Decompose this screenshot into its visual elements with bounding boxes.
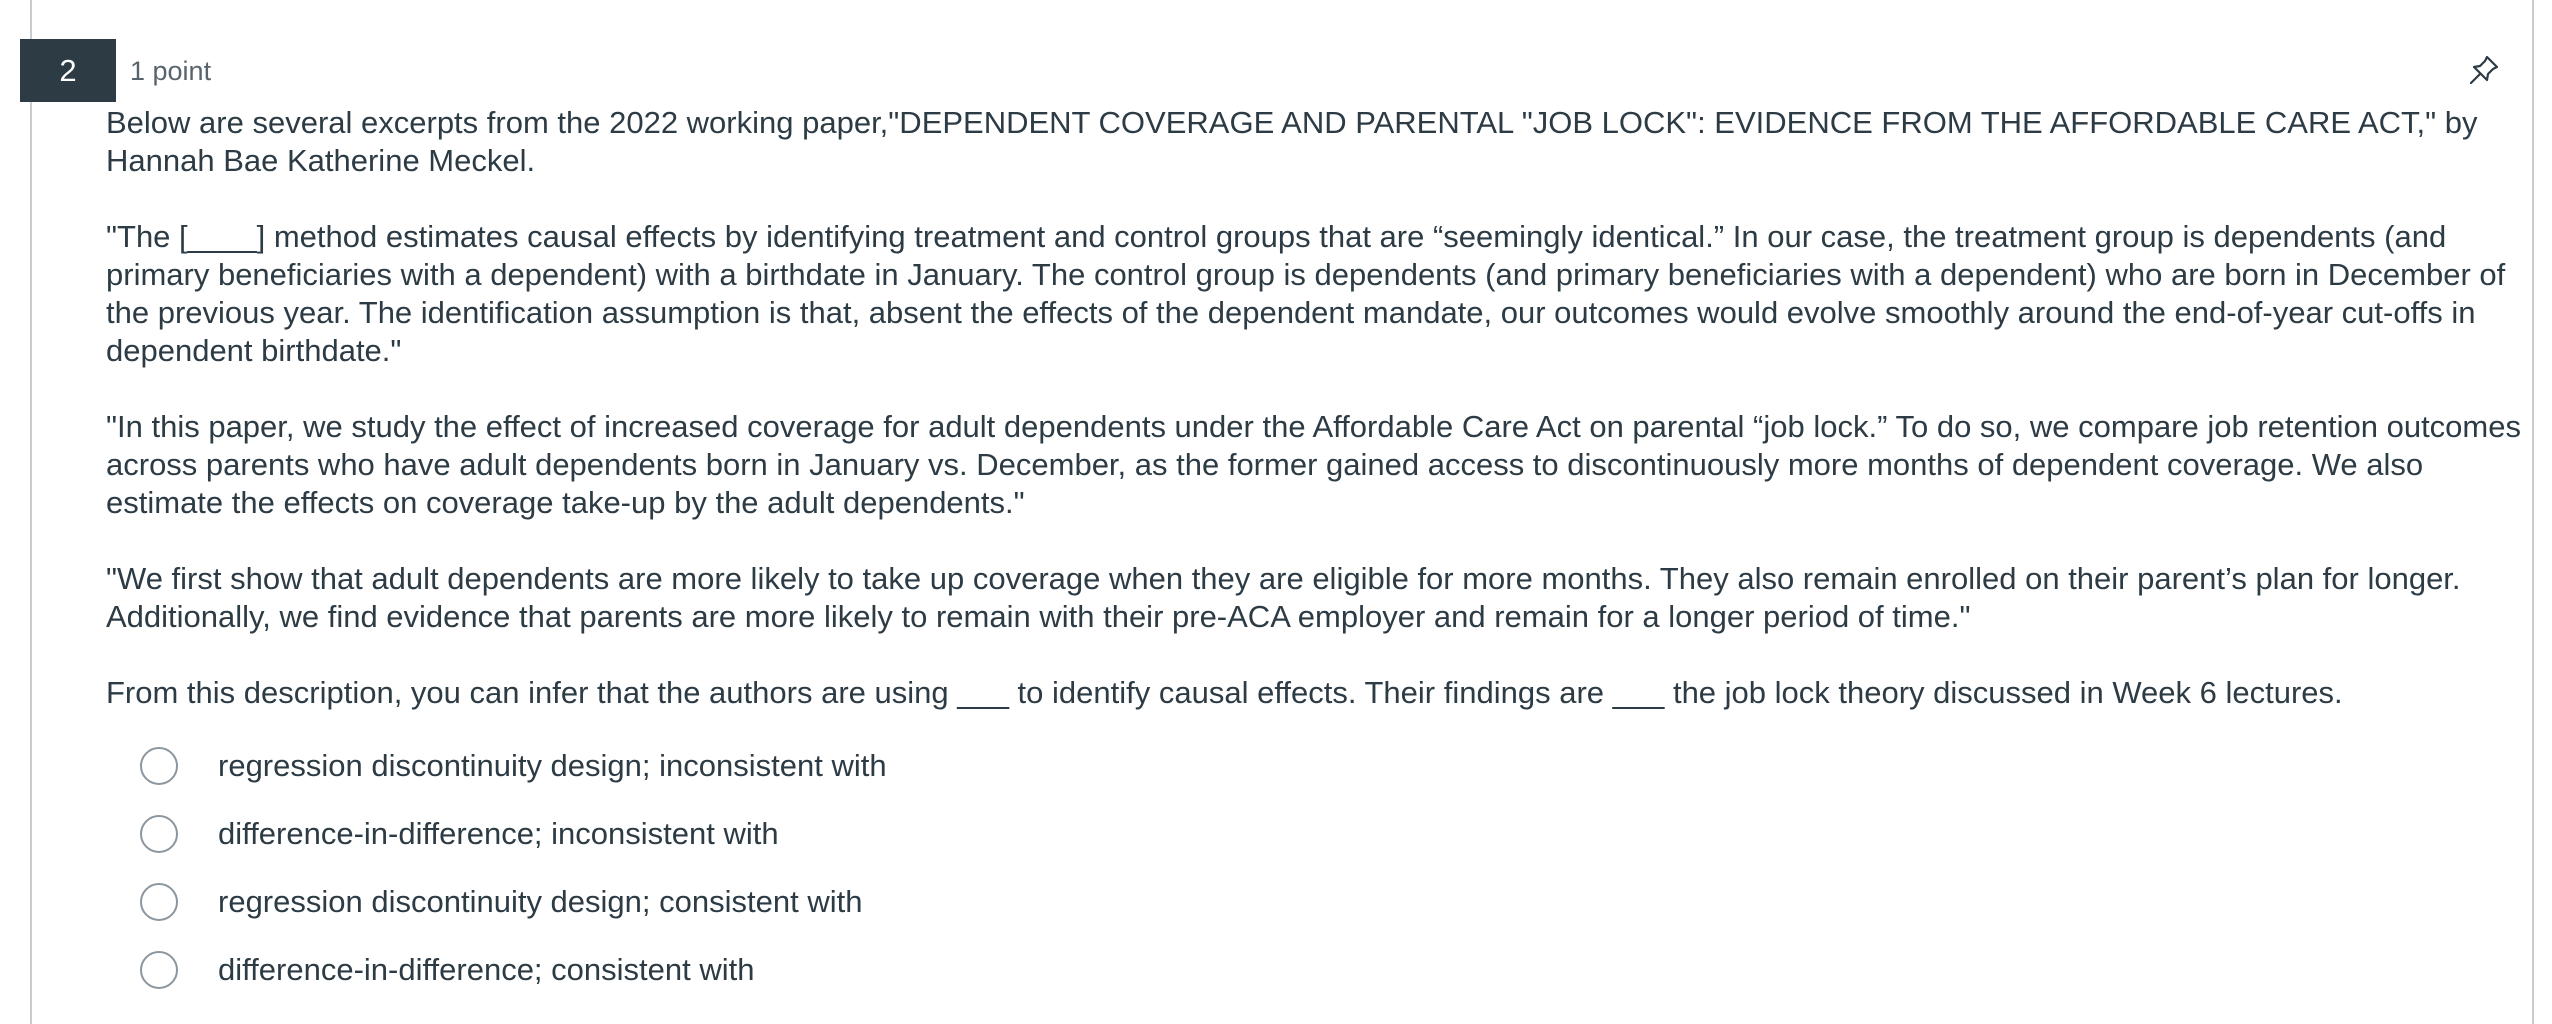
question-paragraph-excerpt-3: "We first show that adult dependents are more likely to take up coverage when they are eligible for more months. They also remain enrolled on their parent’s plan for longer. Additionally, we find evidence that parents are more likely to remain with their pre-ACA employer and remain for a longer period of time." bbox=[106, 561, 2461, 634]
answer-option-1[interactable] bbox=[106, 732, 2506, 800]
question-text bbox=[106, 104, 2546, 712]
answer-list bbox=[106, 732, 2506, 1004]
pin-icon[interactable] bbox=[2466, 52, 2502, 88]
question-card bbox=[30, 0, 2534, 1024]
answer-label[interactable]: difference-in-difference; inconsistent with bbox=[218, 816, 779, 851]
radio-button[interactable] bbox=[140, 747, 178, 785]
question-paragraph-excerpt-1: "The [____] method estimates causal effects by identifying treatment and control groups that are “seemingly identical.” In our case, the treatment group is dependents (and primary beneficiaries with a dependent) with a birthdate in January. The control group is dependents (and primary beneficiaries with a dependent) who are born in December of the previous year. The identification assumption is that, absent the effects of the dependent mandate, our outcomes would evolve smoothly around the end-of-year cut-offs in dependent birthdate." bbox=[106, 219, 2506, 368]
question-paragraph-intro: Below are several excerpts from the 2022 working paper,"DEPENDENT COVERAGE AND PARENTAL "JOB LOCK": EVIDENCE FROM THE AFFORDABLE CARE ACT," by Hannah Bae Katherine Meckel. bbox=[106, 105, 2478, 178]
question-prompt: From this description, you can infer that the authors are using ___ to identify causal effects. Their findings are ___ the job lock theory discussed in Week 6 lectures. bbox=[106, 675, 2343, 710]
question-number-badge: 2 bbox=[20, 39, 116, 102]
answer-label[interactable]: regression discontinuity design; consistent with bbox=[218, 884, 863, 919]
answer-option-3[interactable] bbox=[106, 868, 2506, 936]
answer-label[interactable]: difference-in-difference; consistent with bbox=[218, 952, 755, 987]
answer-option-2[interactable] bbox=[106, 800, 2506, 868]
answer-option-4[interactable] bbox=[106, 936, 2506, 1004]
answer-label[interactable]: regression discontinuity design; inconsistent with bbox=[218, 748, 887, 783]
question-points: 1 point bbox=[130, 56, 212, 86]
radio-button[interactable] bbox=[140, 883, 178, 921]
radio-button[interactable] bbox=[140, 815, 178, 853]
radio-button[interactable] bbox=[140, 951, 178, 989]
question-paragraph-excerpt-2: "In this paper, we study the effect of increased coverage for adult dependents under the Affordable Care Act on parental “job lock.” To do so, we compare job retention outcomes across parents who have adult dependents born in January vs. December, as the former gained access to discontinuously more months of dependent coverage. We also estimate the effects on coverage take-up by the adult dependents." bbox=[106, 409, 2521, 520]
